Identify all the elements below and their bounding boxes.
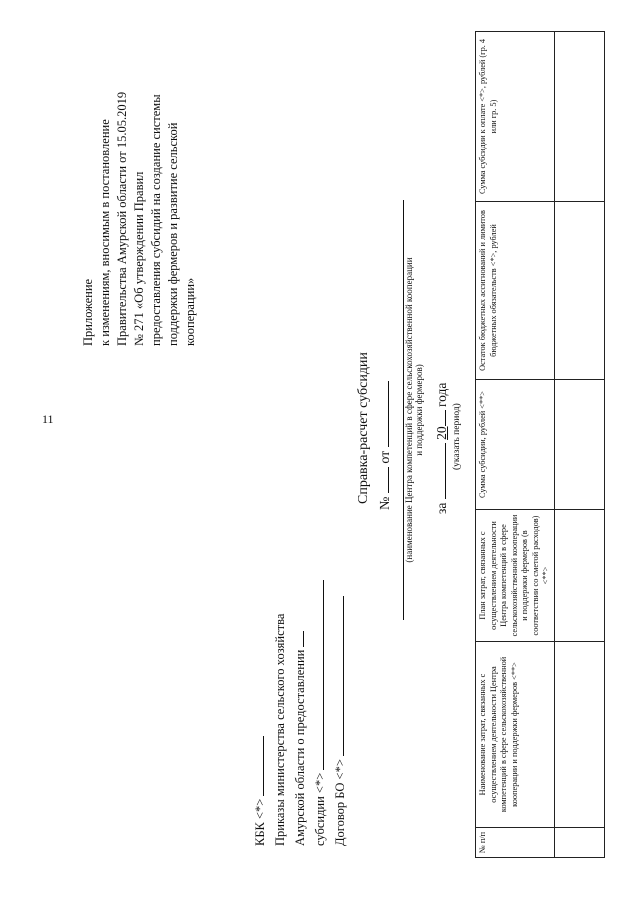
center-name-hint-2: и поддержки фермеров)	[414, 364, 424, 456]
table-cell	[554, 510, 604, 642]
table-header-cell: Сумма субсидии к оплате <*>, рублей (гр. 4 или гр. 5)	[476, 32, 555, 202]
appendix-line: к изменениям, вносимым в постановление	[98, 119, 112, 346]
orders-line: Амурской области о предоставлении	[293, 649, 307, 846]
subsidy-table	[475, 31, 605, 858]
table-cell	[554, 202, 604, 380]
appendix-line: кооперации»	[183, 277, 197, 346]
appendix-line: Приложение	[81, 278, 95, 346]
date-line	[375, 381, 389, 447]
period-line	[432, 383, 450, 514]
table-header-cell: Наименование затрат, связанных с осуществлением деятельности Центра компетенций в сфере сельскохозяйственной кооперации и поддержки фермеров <**>	[476, 642, 555, 828]
for-label: за	[434, 502, 449, 514]
number-date-line	[375, 381, 394, 510]
center-name-hint: (наименование Центра компетенций в сфере сельскохозяйственной кооперации	[404, 257, 414, 563]
contract-line	[330, 596, 344, 756]
appendix-line: № 271 «Об утверждении Правил	[132, 171, 146, 346]
table-cell	[554, 380, 604, 510]
center-name-line	[395, 200, 404, 620]
title: Справка-расчет субсидии	[356, 352, 371, 504]
from-label: от	[378, 450, 393, 464]
table-row	[554, 32, 604, 858]
appendix-line: предоставления субсидий на создание системы	[149, 94, 163, 346]
table-header-cell: Сумма субсидии, рублей <**>	[476, 380, 555, 510]
kbk-block	[250, 580, 350, 846]
year-label: года	[434, 382, 449, 408]
kbk-line	[250, 736, 264, 796]
page-number: 11	[42, 412, 54, 426]
table-header-cell: План затрат, связанных с осуществлением деятельности Центра компетенций в сфере сельскохозяйственной кооперации и поддержки фермеров (в соответствии со сметой расходов) <**>	[476, 510, 555, 642]
no-label: №	[378, 496, 393, 510]
orders-line: Приказы министерства сельского хозяйства	[273, 613, 287, 846]
subsidy-label: субсидии <*>	[313, 772, 327, 846]
center-name-block	[395, 200, 424, 620]
contract-label: Договор БО <*>	[333, 759, 347, 846]
orders-underline	[290, 631, 304, 647]
table-cell	[554, 32, 604, 202]
table-cell	[554, 642, 604, 828]
table-cell	[554, 828, 604, 858]
table-header-cell: № п/п	[476, 828, 555, 858]
period-input-line	[432, 443, 446, 499]
appendix-line: поддержки фермеров и развитие сельской	[166, 122, 180, 346]
table-header-cell: Остаток бюджетных ассигнований и лимитов бюджетных обязательств <*>, рублей	[476, 202, 555, 380]
year-prefix: 20	[434, 426, 449, 440]
subsidy-line	[310, 580, 324, 770]
kbk-label: КБК <*>	[253, 798, 267, 846]
year-line	[432, 410, 446, 426]
number-line	[375, 467, 389, 493]
period-hint: (указать период)	[452, 403, 462, 470]
appendix-block	[80, 92, 199, 346]
table-header-row	[476, 32, 555, 858]
appendix-line: Правительства Амурской области от 15.05.2019	[115, 91, 129, 346]
